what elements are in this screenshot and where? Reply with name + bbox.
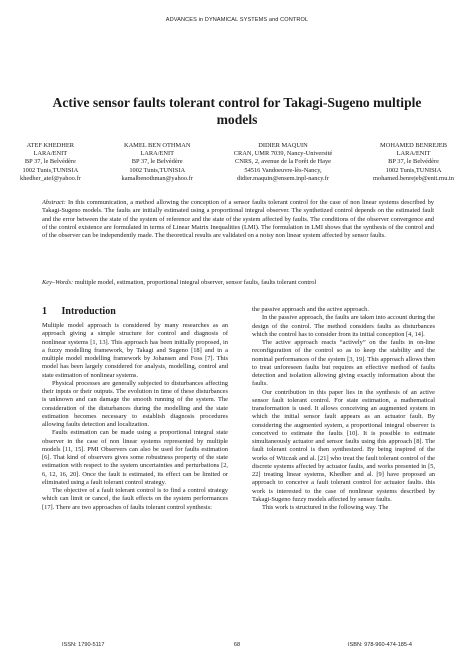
author-name: ATEF KHEDHER: [26, 142, 75, 149]
author-email: kamalbenothman@yahoo.fr: [121, 174, 193, 182]
author-3: [234, 142, 333, 183]
paragraph: Multiple model approach is considered by many researches as an approach giving a simple structure for control and diagnosis of nonlinear systems [1, 13]. This approach has been initially proposed, in a fuzzy modelling framework, by Takagi and Sugeno [18] and in a multiple model modelling framework by Johansen and Foss [7]. This model has been largely considered for analysis, modelling, control and state estimation of nonlinear systems.: [42, 322, 228, 379]
footer-page-number: 68: [233, 642, 241, 648]
author-address-2: 1002 Tunis,TUNISIA: [129, 166, 186, 174]
author-address-2: 54516 Vandoeuvre-lès-Nancy,: [244, 166, 322, 174]
author-name: MOHAMED BENREJEB: [380, 142, 447, 149]
paragraph: The active approach reacts “actively” on the faults in on-line reconfiguration of the control so as to keep the stability and the nominal performances of the system [3, 19]. This approach allows then to treat unforeseen faults but requires an effective method of faults detection and isolation allowing giving exactly information about the faults.: [252, 339, 435, 388]
author-address-1: BP 37, le Belvédère: [24, 158, 76, 166]
author-address-1: CNRS, 2, avenue de la Forêt de Haye: [234, 158, 331, 166]
keywords-label: Key–Words:: [42, 279, 74, 286]
keywords: [42, 279, 434, 287]
paragraph: Physical processes are generally subjected to disturbances affecting their inputs or their outputs. The evolution in time of these disturbances is unknown and can damage the smooth running of the system. The consideration of the disturbances during the modelling and the state estimation becomes necessary to establish diagnosis procedures allowing faults detection and localization.: [42, 379, 228, 428]
paragraph: Faults estimation can be made using a proportional integral state observer in the case of non linear systems represented by multiple models [11, 15]. PMI Observers can also be used for faults estimation [6]. That kind of observers gives some robustness property of the state estimation with respect to the system uncertainties and perturbations [2, 6, 12, 16, 20]. Once the fault is estimated, its effect can be limited or eliminated using a fault tolerant control strategy.: [42, 429, 228, 486]
section-heading: [42, 306, 116, 317]
author-address-1: BP 37, le Belvédère: [388, 158, 439, 166]
title-line-1: Active sensor faults tolerant control for Takagi-Sugeno multiple: [52, 95, 422, 110]
author-lab: LARA/ENIT: [33, 150, 68, 158]
left-column: [42, 322, 228, 512]
author-block: [20, 142, 454, 183]
footer-issn: ISSN: 1790-5117: [62, 642, 105, 648]
author-address-1: BP 37, le Belvédère: [131, 158, 183, 166]
author-address-2: 1002 Tunis,TUNISIA: [22, 166, 79, 174]
abstract: [42, 199, 434, 240]
author-lab: LARA/ENIT: [396, 150, 431, 158]
author-4: [373, 142, 454, 183]
abstract-label: Abstract:: [42, 199, 66, 206]
author-2: [122, 142, 193, 183]
running-head: ADVANCES in DYNAMICAL SYSTEMS and CONTROL: [165, 17, 309, 23]
paragraph: In the passive approach, the faults are taken into account during the design of the control. The method considers faults as disturbances which the control has to consider from its initial conception [4, 14].: [252, 314, 435, 338]
section-title: Introduction: [61, 306, 116, 317]
author-email: mohamed.benrejeb@enit.rnu.tn: [373, 174, 454, 182]
paragraph: the passive approach and the active approach.: [252, 306, 369, 313]
author-email: khedher_atef@yahoo.fr: [20, 174, 81, 182]
author-address-2: 1002 Tunis,TUNISIA: [385, 166, 442, 174]
paper-title: [30, 94, 444, 128]
author-name: KAMEL BEN OTHMAN: [123, 142, 191, 149]
abstract-text: In this communication, a method allowing the conception of a sensor faults tolerant control for the case of non linear systems described by Takagi-Sugeno models. The faults are initially estimated using a proportional integral observer. The synthetized control depends on the estimated fault and the error between the state of the system of reference and the state of the system affected by faults. The conditions of the observer convergence and of the control existence are formulated in terms of Linear Matrix Inequalities (LMI). The formulation in LMI shows that the synthesis of the control and of the observer can be independently made. The theoretical results are validated on a noisy non linear system affected by sensor faults.: [42, 199, 435, 240]
paragraph: The objective of a fault tolerant control is to find a control strategy which can limit or cancel, the fault effects on the system performances [17]. There are two approaches of faults tolerant control synthesis:: [42, 487, 228, 511]
author-1: [20, 142, 81, 183]
author-email: didier.maquin@ensem.inpl-nancy.fr: [237, 174, 329, 182]
keywords-text: multiple model, estimation, proportional integral observer, sensor faults, faults tolerant control: [74, 279, 317, 286]
author-lab: LARA/ENIT: [140, 150, 175, 158]
right-column: [252, 306, 435, 512]
footer-isbn: ISBN: 978-960-474-185-4: [347, 642, 412, 648]
author-lab: CRAN, UMR 7039, Nancy-Université: [233, 150, 333, 158]
paragraph: Our contribution in this paper lies in the synthesis of an active sensor fault tolerant control. For state estimation, a mathematical transformation is used. It allows conceiving an augmented system in which the initial sensor fault appears as an actuator fault. By considering the augmented system, a proportional integral observer is conceived to estimate the faults [10]. It is possible to estimate simultaneously actuator and sensor faults using this approach [8]. The fault tolerant control is then synthesized. By being inspired of the works of Witczak and al. [21] who treat the fault tolerant control of the discrete systems affected by actuator faults, and works presented in [5, 22] treating linear systems, Khedher and al. [9] have proposed an approach to conceive a fault tolerant control for actuator faults. this work is interested to the case of nonlinear systems described by Takagi-Sugeno fuzzy models affected by sensor faults.: [252, 388, 435, 503]
paragraph: This work is structured in the following way. The: [262, 504, 389, 511]
author-name: DIDIER MAQUIN: [258, 142, 308, 149]
title-line-2: models: [216, 112, 258, 127]
section-number: 1: [42, 306, 47, 317]
